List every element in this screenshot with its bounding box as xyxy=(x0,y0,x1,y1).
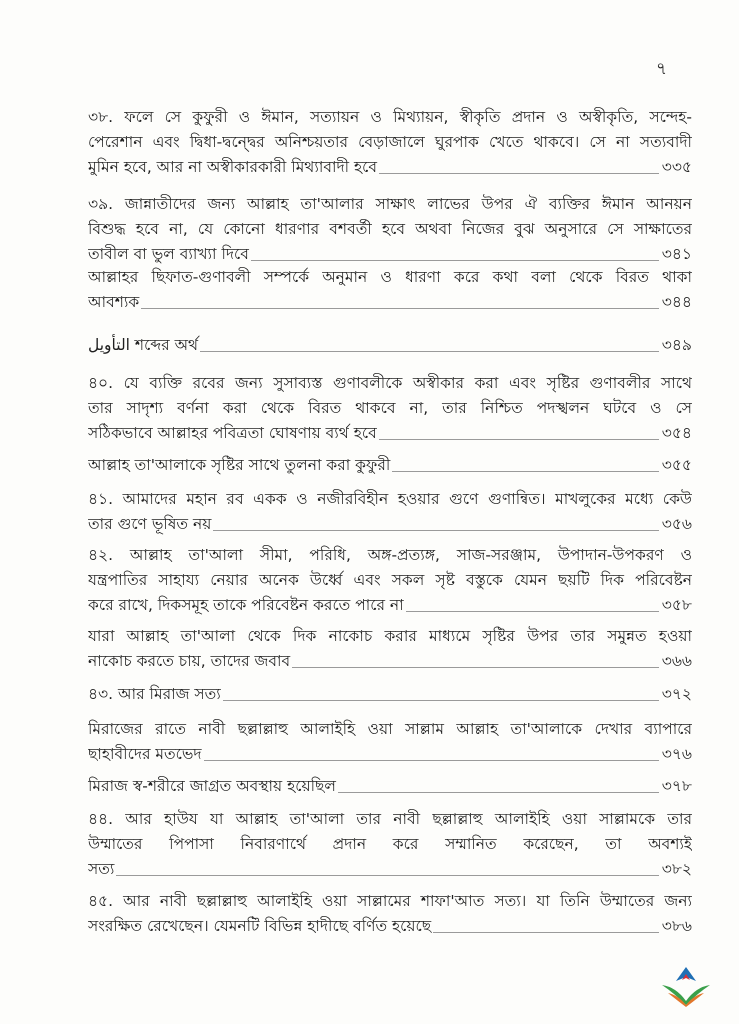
toc-page-number: ৩৭২ xyxy=(661,685,692,703)
toc-entry-text: বিশুদ্ধ হবে না, যে কোনো ধারণার বশবর্তী হবে অথবা নিজের বুঝ অনুসারে সে সাক্ষাতের xyxy=(88,220,692,238)
leader-line xyxy=(251,260,659,261)
toc-entry-text: ৪৫. আর নাবী ছল্লাল্লাহু আলাইহি ওয়া সাল্লামের শাফা'আত সত্য। যা তিনি উম্মাতের জন্য xyxy=(88,892,692,910)
toc-entry-line xyxy=(88,105,692,130)
toc-entry-text: আবশ্যক xyxy=(88,293,140,311)
toc-entry-line xyxy=(88,593,692,618)
toc-entry-text: মুমিন হবে, আর না অস্বীকারকারী মিথ্যাবাদী হবে xyxy=(88,158,377,176)
toc-entry-line xyxy=(88,682,692,707)
toc-entry-text: ৪৪. আর হাউয যা আল্লাহ তা'আলা তার নাবী ছল্লাল্লাহু আলাইহি ওয়া সাল্লামকে তার xyxy=(88,810,692,828)
toc-entry-text: যন্ত্রপাতির সাহায্য নেয়ার অনেক উর্ধ্বে এবং সকল সৃষ্ট বস্তুকে যেমন ছয়টি দিক পরিবেষ্টন xyxy=(88,571,692,589)
toc-entry[interactable] xyxy=(88,624,692,674)
leader-line xyxy=(392,471,658,472)
toc-entry-line xyxy=(88,568,692,593)
toc-entry[interactable] xyxy=(88,453,692,478)
toc-entry[interactable] xyxy=(88,192,692,267)
toc-page-number: ৩৮২ xyxy=(661,860,692,878)
leader-line xyxy=(338,792,659,793)
toc-entry-line xyxy=(88,543,692,568)
toc-entry[interactable] xyxy=(88,717,692,767)
toc-entry-line xyxy=(88,155,692,180)
toc-entry-line xyxy=(88,649,692,674)
toc-entry-line xyxy=(88,807,692,832)
toc-entry-text: মিরাজ স্ব-শরীরে জাগ্রত অবস্থায় হয়েছিল xyxy=(88,777,336,795)
toc-entry-text: পেরেশান এবং দ্বিধা-দ্বন্দ্বের অনিশ্চয়তার বেড়াজালে ঘুরপাক খেতে থাকবে। সে না সত্যবাদী xyxy=(88,133,692,151)
toc-page-number: ৩৪১ xyxy=(661,245,692,263)
toc-entry-text: আল্লাহর ছিফাত-গুণাবলী সম্পর্কে অনুমান ও ধারণা করে কথা বলা থেকে বিরত থাকা xyxy=(88,268,692,286)
toc-entry-line xyxy=(88,742,692,767)
toc-entry-text: ৪০. যে ব্যক্তি রবের জন্য সুসাব্যস্ত গুণাবলীকে অস্বীকার করা এবং সৃষ্টির গুণাবলীর সাথে xyxy=(88,374,692,392)
toc-entry-text: উম্মাতের পিপাসা নিবারণার্থে প্রদান করে সম্মানিত করেছেন, তা অবশ্যই xyxy=(88,835,692,853)
toc-page-number: ৩৫৪ xyxy=(661,424,692,442)
toc-entry-text: সঠিকভাবে আল্লাহর পবিত্রতা ঘোষণায় ব্যর্থ হবে xyxy=(88,424,377,442)
toc-page-number: ৩৫৮ xyxy=(661,596,692,614)
toc-entry-text: সত্য xyxy=(88,860,115,878)
toc-entry-line xyxy=(88,217,692,242)
toc-page-number: ৩৬৬ xyxy=(661,652,692,670)
toc-entry-line xyxy=(88,192,692,217)
leader-line xyxy=(379,173,659,174)
leader-line xyxy=(223,700,659,701)
toc-page-number: ৩৪৯ xyxy=(661,336,692,354)
toc-entry-text: যারা আল্লাহ তা'আলা থেকে দিক নাকোচ করার মাধ্যমে সৃষ্টির উপর তার সমুন্নত হওয়া xyxy=(88,627,692,645)
toc-entry[interactable] xyxy=(88,889,692,939)
toc-entry-text: সংরক্ষিত রেখেছেন। যেমনটি বিভিন্ন হাদীছে বর্ণিত হয়েছে xyxy=(88,917,432,935)
leader-line xyxy=(406,611,659,612)
toc-entry-line xyxy=(88,333,692,358)
toc-page-number: ৩৭৮ xyxy=(661,777,692,795)
toc-entry-text: ৪১. আমাদের মহান রব একক ও নজীরবিহীন হওয়ার গুণে গুণান্বিত। মাখলুকের মধ্যে কেউ xyxy=(88,490,692,508)
toc-page-number: ৩৫৬ xyxy=(661,515,692,533)
toc-entry-text: নাকোচ করতে চায়, তাদের জবাব xyxy=(88,652,291,670)
toc-entry-text: ৪২. আল্লাহ তা'আলা সীমা, পরিধি, অঙ্গ-প্রত্যঙ্গ, সাজ-সরঞ্জাম, উপাদান-উপকরণ ও xyxy=(88,546,692,564)
publisher-logo-icon xyxy=(660,965,712,1007)
toc-entry-line xyxy=(88,717,692,742)
toc-page-number: ৩৭৬ xyxy=(661,745,692,763)
toc-page-number: ৩৪৪ xyxy=(661,293,692,311)
leader-line xyxy=(379,439,659,440)
toc-entry[interactable] xyxy=(88,333,692,358)
toc-entry-text: করে রাখে, দিকসমূহ তাকে পরিবেষ্টন করতে পারে না xyxy=(88,596,404,614)
toc-entry-text: التأويل শব্দের অর্থ xyxy=(88,336,199,354)
toc-entry[interactable] xyxy=(88,543,692,618)
toc-entry-line xyxy=(88,130,692,155)
toc-entry-line xyxy=(88,487,692,512)
toc-entry-line xyxy=(88,774,692,799)
toc-entry-line xyxy=(88,832,692,857)
toc-entry-line xyxy=(88,512,692,537)
leader-line xyxy=(200,351,659,352)
toc-entry-text: তার গুণে ভূষিত নয় xyxy=(88,515,212,533)
toc-entry[interactable] xyxy=(88,265,692,315)
toc-entry-line xyxy=(88,371,692,396)
toc-entry-text: তাবীল বা ভুল ব্যাখ্যা দিবে xyxy=(88,245,249,263)
toc-entry[interactable] xyxy=(88,807,692,882)
toc-entry-text: আল্লাহ তা'আলাকে সৃষ্টির সাথে তুলনা করা কুফুরী xyxy=(88,456,391,474)
toc-entry-line xyxy=(88,242,692,267)
toc-entry-text: মিরাজের রাতে নাবী ছল্লাল্লাহু আলাইহি ওয়া সাল্লাম আল্লাহ তা'আলাকে দেখার ব্যাপারে xyxy=(88,720,692,738)
toc-entry[interactable] xyxy=(88,105,692,180)
toc-page-number: ৩৩৫ xyxy=(661,158,692,176)
toc-page-number: ৩৫৫ xyxy=(661,456,692,474)
leader-line xyxy=(204,760,659,761)
toc-entry-line xyxy=(88,624,692,649)
toc-entry-line xyxy=(88,889,692,914)
toc-entry-text: ৩৮. ফলে সে কুফুরী ও ঈমান, সত্যায়ন ও মিথ্যায়ন, স্বীকৃতি প্রদান ও অস্বীকৃতি, সন্দেহ- xyxy=(88,108,692,126)
toc-entry-text: ৪৩. আর মিরাজ সত্য xyxy=(88,685,221,703)
leader-line xyxy=(292,667,659,668)
toc-entry-line xyxy=(88,857,692,882)
toc-entry-line xyxy=(88,421,692,446)
leader-line xyxy=(116,875,658,876)
toc-entry[interactable] xyxy=(88,371,692,446)
leader-line xyxy=(433,932,659,933)
toc-entry-line xyxy=(88,290,692,315)
toc-entry-text: ছাহাবীদের মতভেদ xyxy=(88,745,202,763)
toc-entry-text: তার সাদৃশ্য বর্ণনা করা থেকে বিরত থাকবে না, তার নিশ্চিত পদস্খলন ঘটবে ও সে xyxy=(88,399,692,417)
leader-line xyxy=(141,308,659,309)
page-number: ৭ xyxy=(656,59,668,79)
toc-entry[interactable] xyxy=(88,487,692,537)
toc-entry[interactable] xyxy=(88,682,692,707)
toc-entry-line xyxy=(88,396,692,421)
toc-entry[interactable] xyxy=(88,774,692,799)
toc-entry-text: ৩৯. জান্নাতীদের জন্য আল্লাহ তা'আলার সাক্ষাৎ লাভের উপর ঐ ব্যক্তির ঈমান আনয়ন xyxy=(88,195,692,213)
toc-entry-line xyxy=(88,914,692,939)
toc-entry-line xyxy=(88,265,692,290)
toc-page-number: ৩৮৬ xyxy=(661,917,692,935)
toc-entry-line xyxy=(88,453,692,478)
leader-line xyxy=(213,530,658,531)
